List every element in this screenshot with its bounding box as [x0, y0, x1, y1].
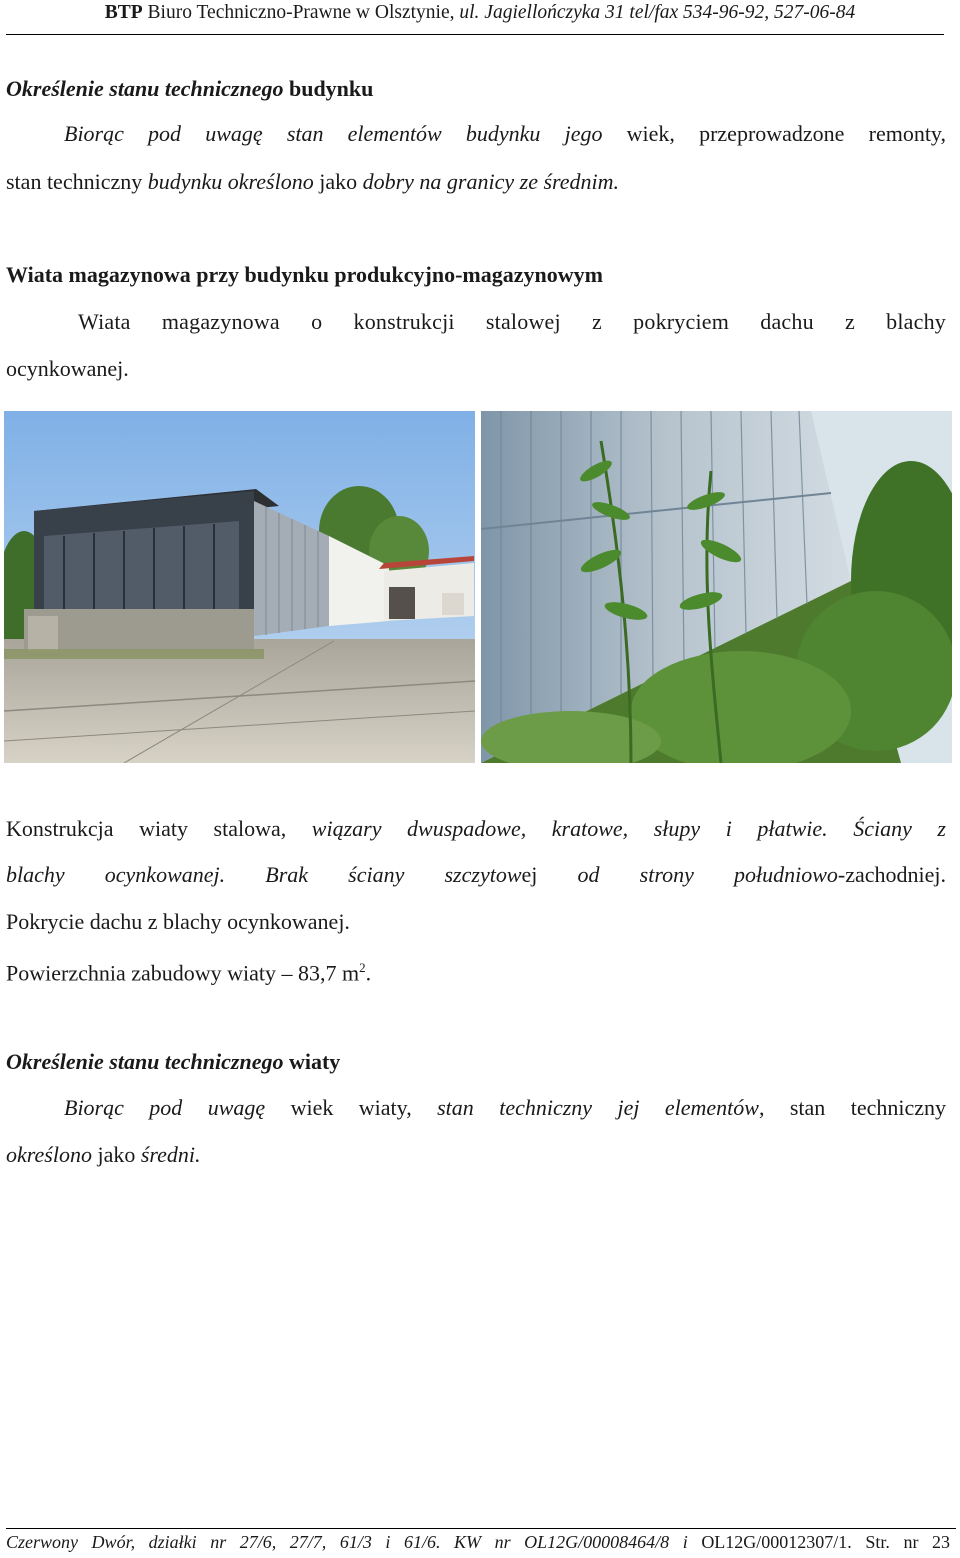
text-span: średni.	[140, 1142, 201, 1167]
heading-bold: budynku	[288, 76, 374, 101]
text-span: jako	[97, 1142, 136, 1167]
text-span: budynku określono	[147, 169, 314, 194]
footer-page-label: Str. nr	[865, 1532, 919, 1552]
heading-bold: wiaty	[288, 1049, 341, 1074]
page-footer	[6, 1532, 950, 1553]
section-heading-building	[6, 76, 373, 102]
footer-rule	[6, 1528, 956, 1529]
text-span: wiek wiaty,	[290, 1095, 412, 1120]
paragraph-line: Pokrycie dachu z blachy ocynkowanej.	[6, 909, 350, 934]
section-heading-shed: Wiata magazynowa przy budynku produkcyjno-magazynowym	[6, 262, 603, 287]
header-office: Biuro Techniczno-Prawne w Olsztynie,	[147, 2, 455, 23]
header-rule	[6, 34, 944, 35]
heading-italic: Określenie stanu technicznego	[6, 1049, 284, 1074]
header-address: ul. Jagiellończyka 31 tel/fax 534-96-92, 527-06-84	[459, 2, 856, 23]
heading-italic: Określenie stanu technicznego	[6, 76, 284, 101]
area-line	[6, 955, 371, 986]
text-span: ej	[521, 862, 538, 887]
paragraph-line	[64, 121, 946, 147]
text-span: od strony południowo	[577, 862, 838, 887]
text-span: stan techniczny	[6, 169, 143, 194]
text-span: blachy ocynkowanej. Brak ściany szczytow	[6, 862, 522, 887]
text-span: określono	[6, 1142, 92, 1167]
text-span: stan techniczny jej elementów	[437, 1095, 759, 1120]
footer-kw: OL12G/00012307/1.	[701, 1532, 852, 1552]
superscript: 2	[359, 960, 366, 975]
paragraph-line	[6, 169, 619, 195]
paragraph-line: Wiata magazynowa o konstrukcji stalowej z pokryciem dachu z blachy	[78, 309, 946, 334]
paragraph-line	[6, 1142, 201, 1168]
page-header	[0, 2, 960, 24]
paragraph-line: ocynkowanej.	[6, 356, 129, 381]
text-span: -zachodniej.	[837, 862, 946, 887]
text-span: wiek, przeprowadzone remonty,	[626, 121, 947, 146]
text-span: dobry na granicy ze średnim.	[362, 169, 620, 194]
text-span: wiązary dwuspadowe, kratowe, słupy i płatwie. Ściany z	[311, 816, 946, 841]
paragraph-line	[6, 862, 946, 888]
text-span: , stan techniczny	[758, 1095, 946, 1120]
photo-shed-wall	[481, 411, 952, 763]
text-span: jako	[319, 169, 358, 194]
text-span: Biorąc pod uwagę stan elementów budynku jego	[64, 121, 603, 146]
photo-shed-front	[4, 411, 475, 763]
text-span: .	[365, 960, 372, 986]
shed-photo-graphic	[4, 411, 475, 763]
paragraph-line	[64, 1095, 946, 1121]
footer-page-number: 23	[932, 1532, 951, 1552]
text-span: Konstrukcja wiaty stalowa,	[6, 816, 287, 841]
paragraph-line	[6, 816, 946, 842]
wall-photo-graphic	[481, 411, 952, 763]
header-abbr: BTP	[104, 2, 143, 23]
footer-location: Czerwony Dwór, działki nr 27/6, 27/7, 61/3 i 61/6. KW nr OL12G/00008464/8 i	[6, 1532, 688, 1552]
section-heading-shed-condition	[6, 1049, 340, 1075]
text-span: Powierzchnia zabudowy wiaty – 83,7 m	[6, 960, 360, 986]
text-span: Biorąc pod uwagę	[64, 1095, 266, 1120]
